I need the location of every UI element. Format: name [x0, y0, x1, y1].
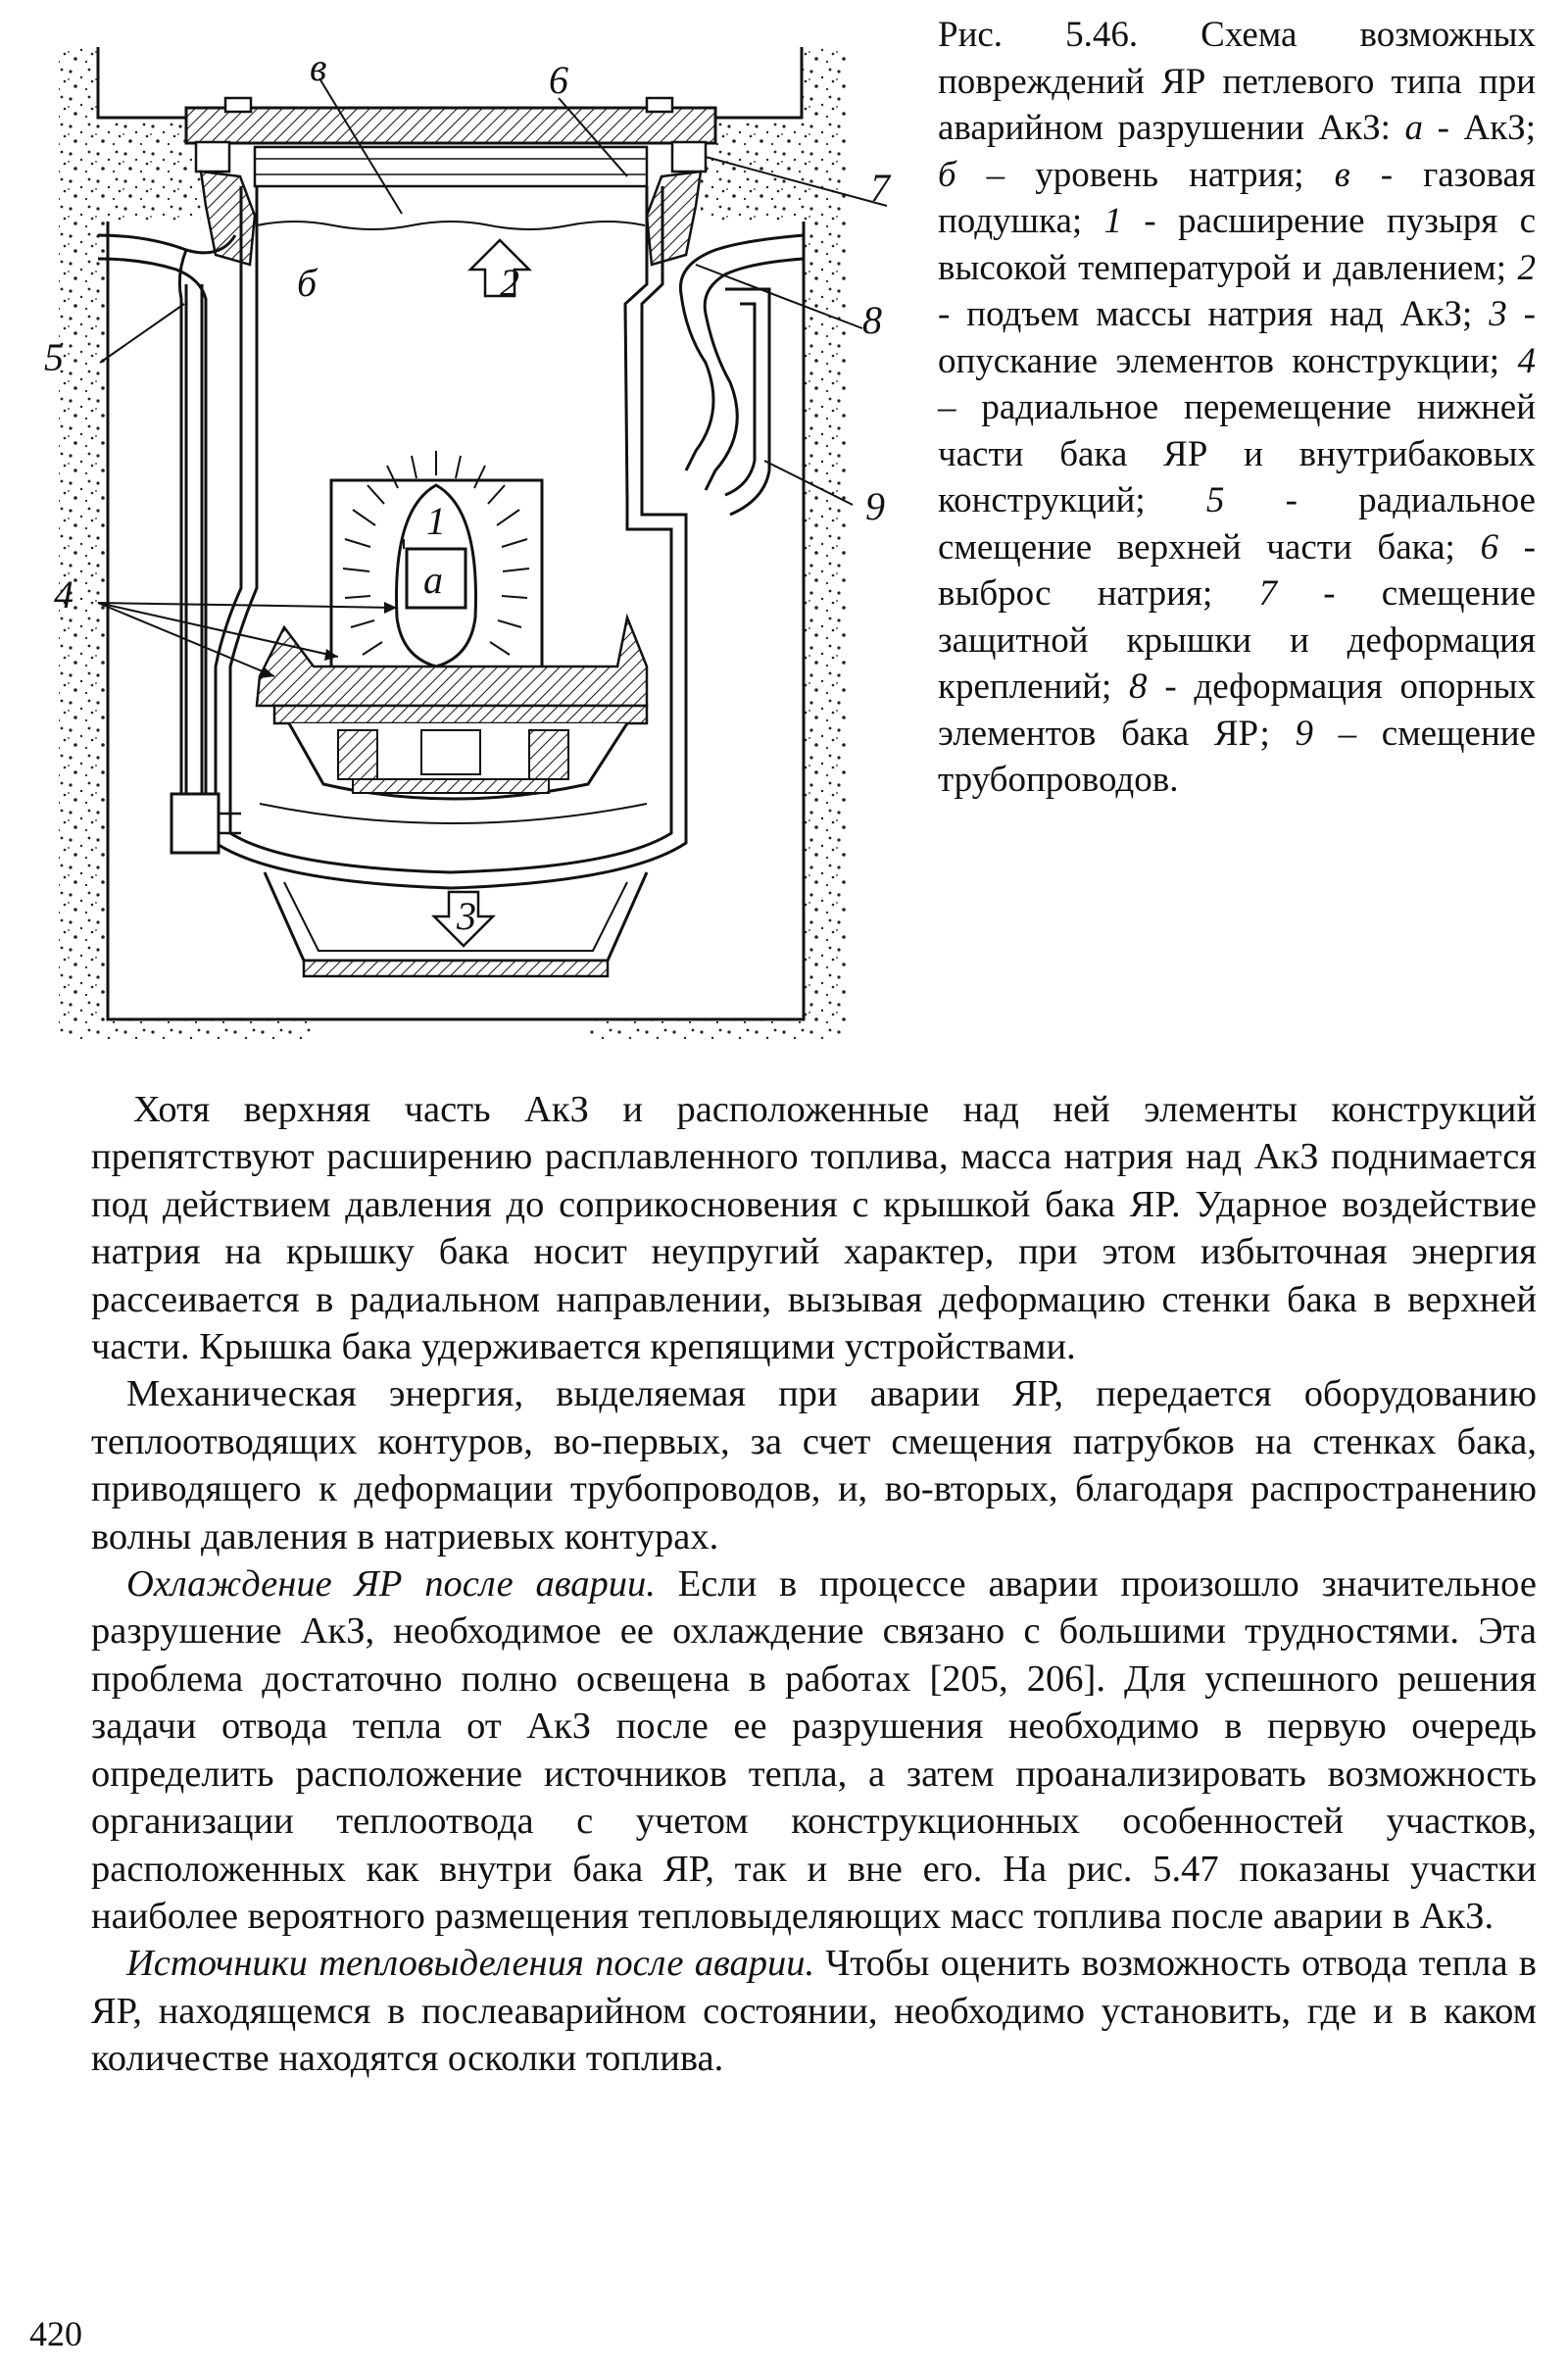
- paragraph-2: Механическая энергия, выделяемая при аварии ЯР, передается оборудованию теплоотводящих контуров, во-первых, за счет смещения патрубков на стенках бака, приводящего к деформации трубопроводов, и, во-вторых, благодаря распространению волны давления в натриевых контурах.: [91, 1373, 1537, 1557]
- caption-key: в: [1334, 154, 1350, 195]
- concrete-wall-right: [588, 47, 848, 1039]
- support-right: [647, 172, 701, 265]
- label-b: б: [297, 261, 318, 305]
- paragraph-4: [91, 1940, 1537, 2082]
- caption-desc: - опускание элементов конструкции;: [938, 294, 1537, 381]
- paragraph-4-heading: Источники тепловыделения после аварии.: [126, 1943, 815, 1985]
- label-7: 7: [870, 166, 890, 210]
- label-5: 5: [44, 335, 64, 379]
- caption-key: 2: [1517, 247, 1536, 288]
- caption-desc: - радиальное смещение верхней части бака;: [938, 480, 1536, 568]
- body-text: [91, 1086, 1537, 2083]
- label-9: 9: [865, 484, 885, 528]
- caption-lead: Рис. 5.46. Схема возможных повреждений ЯР петлевого типа при аварийном разрушении АкЗ:: [938, 15, 1536, 148]
- caption-desc: – уровень натрия;: [956, 154, 1335, 195]
- label-3: 3: [457, 894, 476, 938]
- sodium-level: [257, 222, 645, 229]
- caption-desc: - АкЗ;: [1423, 108, 1536, 148]
- label-1: 1: [426, 499, 446, 543]
- paragraph-3: [91, 1560, 1537, 1940]
- caption-desc: - расширение пузыря с высокой температурой и давлением;: [938, 201, 1536, 288]
- caption-desc: - выброс натрия;: [938, 526, 1537, 614]
- caption-desc: – радиальное перемещение нижней части бака ЯР и внутрибаковых конструкций;: [938, 387, 1536, 520]
- caption-key: 8: [1129, 667, 1148, 707]
- figure-caption: [938, 12, 1536, 804]
- label-6: 6: [549, 58, 568, 102]
- caption-legend: [938, 108, 1536, 800]
- caption-key: 7: [1258, 573, 1277, 614]
- label-8: 8: [862, 298, 882, 342]
- caption-key: 3: [1489, 294, 1507, 334]
- protective-cover: [186, 98, 715, 186]
- caption-key: 5: [1205, 480, 1225, 520]
- pipe-right: [680, 235, 804, 515]
- caption-key: б: [938, 154, 956, 195]
- caption-desc: - подъем массы натрия над АкЗ;: [938, 294, 1490, 334]
- caption-desc: - смещение защитной крышки и деформация креплений;: [938, 573, 1536, 707]
- vessel-support-base: [304, 961, 608, 976]
- paragraph-3-heading: Охлаждение ЯР после аварии.: [126, 1563, 656, 1606]
- caption-key: 6: [1480, 526, 1498, 568]
- caption-key: а: [1404, 108, 1424, 148]
- page-number: 420: [29, 2314, 82, 2353]
- caption-desc: – смещение трубопроводов.: [938, 713, 1536, 800]
- paragraph-1: Хотя верхняя часть АкЗ и расположенные над ней элементы конструкций препятствуют расширению расплавленного топлива, масса натрия над АкЗ поднимается под действием давления до соприкосновения с крышкой бака ЯР. Ударное воздействие натрия на крышку бака носит неупругий характер, при этом избыточная энергия рассеивается в радиальном направлении, вызывая деформацию стенки бака в верхней части. Крышка бака удерживается крепящими устройствами.: [91, 1089, 1537, 1368]
- caption-key: 4: [1517, 340, 1536, 381]
- caption-key: 1: [1103, 201, 1123, 241]
- support-left: [201, 172, 255, 265]
- caption-desc: - деформация опорных элементов бака ЯР;: [938, 667, 1536, 754]
- caption-key: 9: [1295, 713, 1313, 754]
- label-v: в: [310, 45, 327, 89]
- pipe-left-outlet: [172, 794, 219, 853]
- label-a: а: [423, 558, 443, 602]
- paragraph-4-text: Чтобы оценить возможность отвода тепла в ЯР, находящемся в послеаварийном состоянии, необходимо установить, где и в каком количестве находятся осколки топлива.: [91, 1943, 1537, 2080]
- paragraph-3-text: Если в процессе аварии произошло значительное разрушение АкЗ, необходимое ее охлаждение связано с большими трудностями. Эта проблема достаточно полно освещена в работах [205, 206]. Для успешного решения задачи отвода тепла от АкЗ после ее разрушения необходимо в первую очередь определить расположение источников тепла, а затем проанализировать возможность организации теплоотвода с учетом конструкционных особенностей участков, расположенных как внутри бака ЯР, так и вне его. На рис. 5.47 показаны участки наиболее вероятного размещения тепловыделяющих масс топлива после аварии в АкЗ.: [91, 1563, 1537, 1937]
- caption-desc: - газовая подушка;: [938, 154, 1536, 241]
- reactor-damage-figure: [39, 39, 902, 1059]
- label-4: 4: [54, 572, 74, 617]
- label-2: 2: [500, 261, 519, 305]
